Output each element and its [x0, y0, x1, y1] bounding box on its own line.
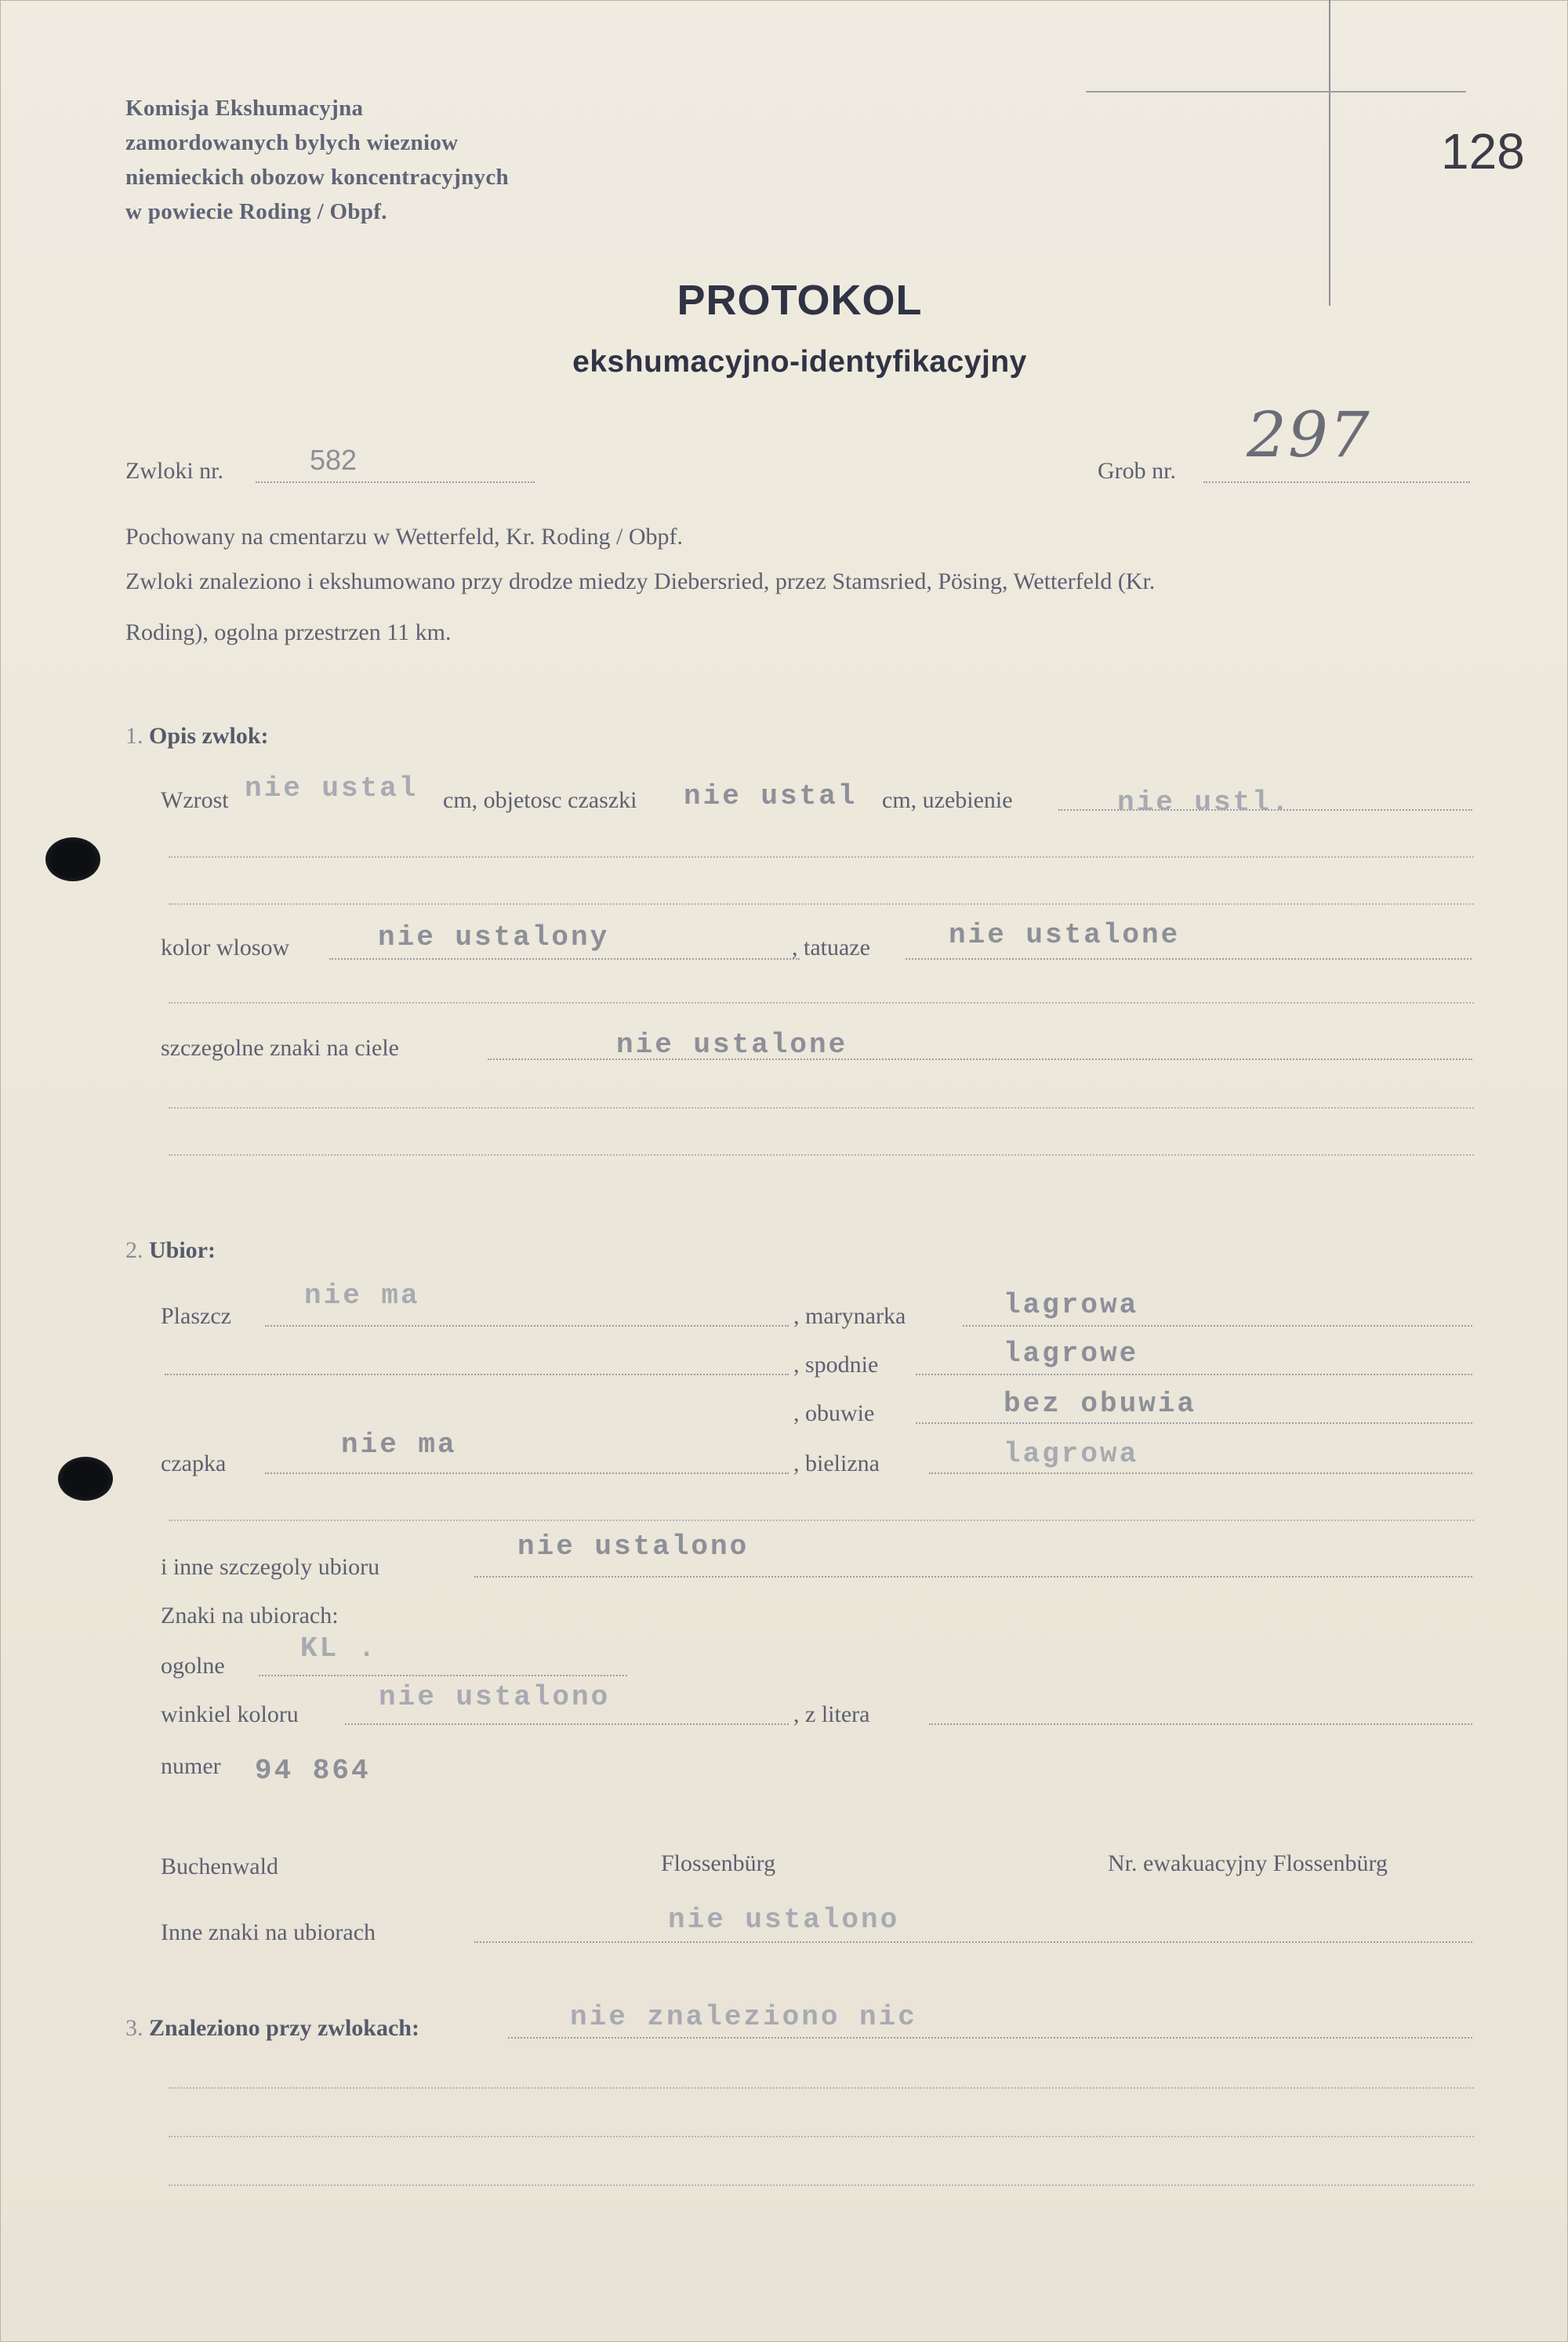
intro-line-1: Pochowany na cmentarzu w Wetterfeld, Kr. Roding / Obpf.	[125, 524, 684, 550]
coat-value: nie ma	[304, 1280, 420, 1312]
section-3-number: 3.	[125, 2015, 143, 2041]
letter-label: , z litera	[793, 1701, 870, 1727]
other-clothing-marks-value: nie ustalono	[668, 1904, 900, 1936]
section-2-heading	[125, 1237, 216, 1264]
trousers-prefix-dots	[165, 1374, 789, 1375]
intro-line-3: Roding), ogolna przestrzen 11 km.	[125, 619, 452, 645]
other-details-dots	[474, 1576, 1472, 1578]
section-1-number: 1.	[125, 723, 143, 749]
section-1-title: Opis zwlok:	[149, 723, 269, 749]
coat-label: Plaszcz	[161, 1303, 231, 1329]
letter-dots	[929, 1723, 1472, 1725]
body-marks-value: nie ustalone	[616, 1029, 848, 1061]
blank-line-3b	[169, 2136, 1474, 2137]
blank-line-2a	[169, 1520, 1474, 1521]
tattoo-dots	[906, 958, 1472, 960]
teeth-value: nie ustl.	[1117, 786, 1291, 819]
trousers-label: , spodnie	[793, 1352, 879, 1378]
teeth-cm-label: cm, uzebienie	[882, 787, 1013, 813]
winkel-dots	[345, 1723, 789, 1725]
blank-line-1c	[169, 1002, 1474, 1004]
blank-line-1d	[169, 1107, 1474, 1109]
coat-dots	[265, 1325, 789, 1327]
body-number-dots	[256, 481, 535, 483]
section-1-heading	[125, 723, 269, 750]
general-marks-label: ogolne	[161, 1653, 225, 1679]
found-items-dots	[508, 2037, 1472, 2039]
height-value: nie ustal	[245, 772, 419, 804]
commission-line-1: Komisja Ekshumacyjna	[125, 96, 364, 121]
intro-line-2: Zwloki znaleziono i ekshumowano przy drodze miedzy Diebersried, przez Stamsried, Pösing, Wetterfeld (Kr.	[125, 568, 1156, 594]
trousers-dots	[916, 1374, 1472, 1375]
blank-line-1b	[169, 903, 1474, 905]
section-3-heading	[125, 2015, 419, 2042]
body-marks-label: szczegolne znaki na ciele	[161, 1035, 399, 1061]
winkel-label: winkiel koloru	[161, 1701, 299, 1727]
tattoo-value: nie ustalone	[949, 919, 1181, 951]
document-title: PROTOKOL	[677, 277, 923, 324]
blank-line-3a	[169, 2087, 1474, 2089]
blank-line-3c	[169, 2184, 1474, 2186]
general-marks-value: KL .	[300, 1632, 378, 1665]
punch-hole-bottom	[58, 1457, 113, 1501]
evacuation-number-label: Nr. ewakuacyjny Flossenbürg	[1108, 1850, 1388, 1876]
shoes-label: , obuwie	[793, 1400, 875, 1426]
underwear-value: lagrowa	[1004, 1438, 1139, 1470]
shoes-dots	[916, 1422, 1472, 1424]
hair-label: kolor wlosow	[161, 935, 290, 960]
hair-value: nie ustalony	[378, 921, 610, 953]
body-number-value: 582	[310, 444, 358, 476]
skull-cm-label: cm, objetosc czaszki	[443, 787, 637, 813]
skull-value: nie ustal	[684, 780, 858, 812]
page-number: 128	[1441, 123, 1525, 180]
height-label: Wzrost	[161, 787, 229, 813]
commission-line-2: zamordowanych bylych wiezniow	[125, 130, 459, 155]
other-details-label: i inne szczegoly ubioru	[161, 1554, 380, 1580]
found-items-value: nie znaleziono nic	[570, 2001, 917, 2033]
cap-label: czapka	[161, 1451, 227, 1476]
blank-line-1e	[169, 1154, 1474, 1156]
shoes-value: bez obuwia	[1004, 1388, 1197, 1420]
other-details-value: nie ustalono	[517, 1530, 750, 1563]
document-subtitle: ekshumacyjno-identyfikacyjny	[572, 345, 1027, 379]
buchenwald-label: Buchenwald	[161, 1854, 278, 1879]
jacket-label: , marynarka	[793, 1303, 906, 1329]
jacket-dots	[963, 1325, 1472, 1327]
section-2-number: 2.	[125, 1237, 143, 1263]
flossenburg-label: Flossenbürg	[661, 1850, 776, 1876]
jacket-value: lagrowa	[1004, 1289, 1139, 1321]
cap-dots	[265, 1472, 789, 1474]
underwear-dots	[929, 1472, 1472, 1474]
clothing-marks-heading: Znaki na ubiorach:	[161, 1603, 339, 1629]
general-marks-dots	[259, 1675, 627, 1676]
grave-number-dots	[1203, 481, 1470, 483]
section-3-title: Znaleziono przy zwlokach:	[149, 2015, 419, 2041]
stamp-vertical-line	[1329, 0, 1330, 306]
grave-number-label: Grob nr.	[1098, 458, 1176, 484]
number-label: numer	[161, 1753, 221, 1779]
commission-line-3: niemieckich obozow koncentracyjnych	[125, 165, 509, 190]
section-2-title: Ubior:	[149, 1237, 216, 1263]
winkel-value: nie ustalono	[379, 1681, 611, 1713]
hair-dots	[329, 958, 800, 960]
body-number-label: Zwloki nr.	[125, 458, 223, 484]
cap-value: nie ma	[341, 1429, 457, 1461]
tattoo-label: , tatuaze	[792, 935, 870, 960]
grave-number-value: 297	[1247, 398, 1371, 471]
trousers-value: lagrowe	[1004, 1338, 1139, 1370]
number-value: 94 864	[255, 1755, 371, 1787]
other-clothing-marks-dots	[474, 1941, 1472, 1943]
blank-line-1a	[169, 856, 1474, 858]
commission-line-4: w powiecie Roding / Obpf.	[125, 199, 387, 224]
punch-hole-top	[45, 837, 100, 881]
other-clothing-marks-label: Inne znaki na ubiorach	[161, 1919, 376, 1945]
underwear-label: , bielizna	[793, 1451, 880, 1476]
stamp-horizontal-line	[1086, 91, 1466, 93]
